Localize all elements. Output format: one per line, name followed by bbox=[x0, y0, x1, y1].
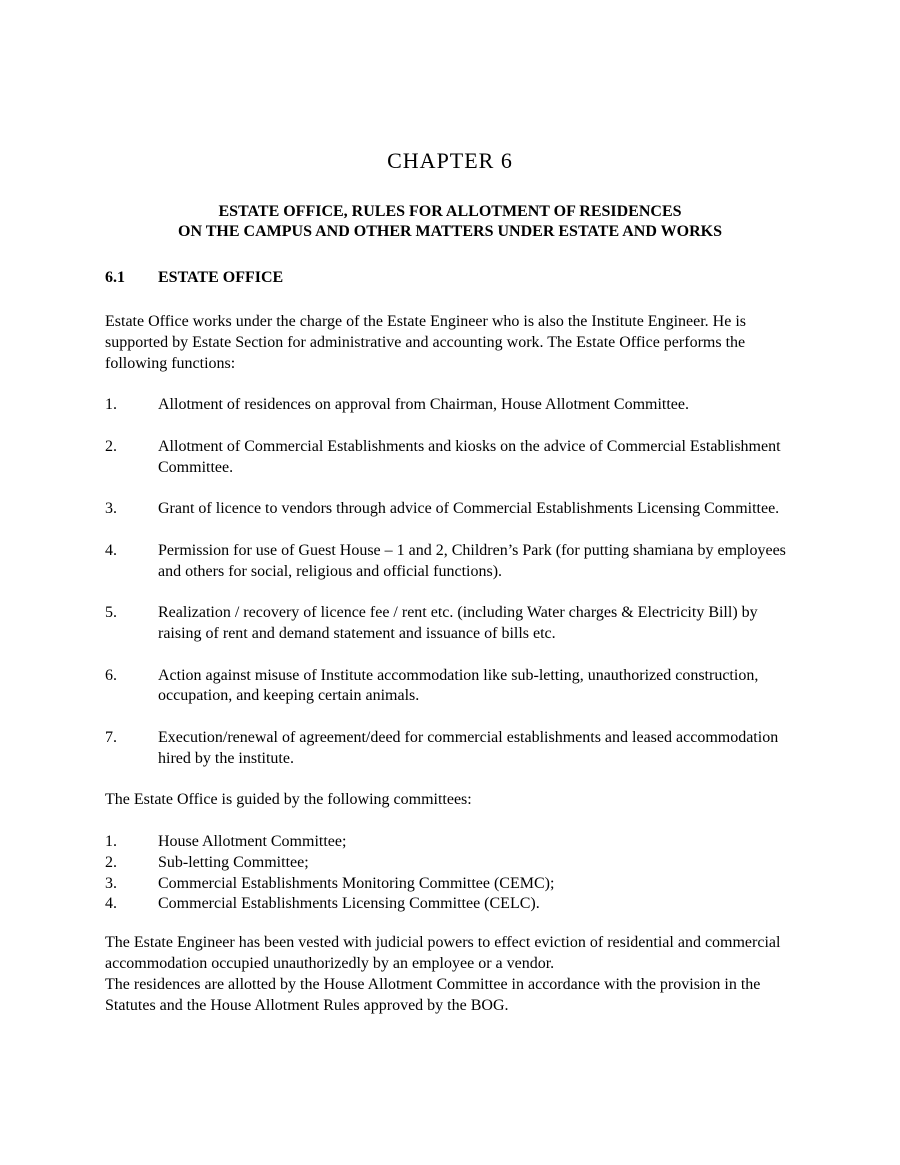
section-heading bbox=[105, 269, 795, 287]
list-item-text: Grant of licence to vendors through advice of Commercial Establishments Licensing Committee. bbox=[158, 500, 780, 518]
list-item-text: Allotment of Commercial Establishments and kiosks on the advice of Commercial Establishment Committee. bbox=[158, 437, 781, 476]
list-item-text: Sub-letting Committee; bbox=[158, 853, 309, 871]
list-item-number: 4. bbox=[105, 895, 117, 913]
list-item-text: Realization / recovery of licence fee / rent etc. (including Water charges & Electricity Bill) by raising of rent and demand statement and issuance of bills etc. bbox=[158, 604, 758, 642]
list-item-number: 4. bbox=[105, 541, 117, 559]
list-item bbox=[105, 728, 795, 770]
intro-paragraph: Estate Office works under the charge of the Estate Engineer who is also the Institute Engineer. He is supported by Estate Section for administrative and accounting work. The Estate Office performs the following functions: bbox=[105, 313, 746, 372]
list-item bbox=[105, 666, 795, 708]
list-item bbox=[105, 499, 795, 520]
list-item-text: Action against misuse of Institute accommodation like sub-letting, unauthorized construction, occupation, and keeping certain animals. bbox=[158, 666, 759, 705]
list-item-text: Execution/renewal of agreement/deed for commercial establishments and leased accommodation hired by the institute. bbox=[158, 728, 779, 767]
document-subtitle bbox=[105, 202, 795, 241]
closing-paragraph-1: The Estate Engineer has been vested with judicial powers to effect eviction of residential and commercial accommodation occupied unauthorizedly by an employee or a vendor. bbox=[105, 934, 781, 972]
list-item-number: 3. bbox=[105, 500, 117, 518]
list-item bbox=[105, 853, 795, 874]
committees-list bbox=[105, 832, 795, 915]
section-number: 6.1 bbox=[105, 269, 125, 286]
section-title: ESTATE OFFICE bbox=[158, 269, 284, 286]
list-item bbox=[105, 603, 795, 645]
list-item-text: House Allotment Committee; bbox=[158, 832, 347, 850]
list-item-number: 2. bbox=[105, 437, 117, 455]
list-item bbox=[105, 437, 795, 479]
list-item-number: 1. bbox=[105, 396, 117, 414]
list-item bbox=[105, 395, 795, 416]
list-item-number: 1. bbox=[105, 832, 117, 850]
list-item-text: Commercial Establishments Licensing Committee (CELC). bbox=[158, 895, 540, 913]
list-item-number: 7. bbox=[105, 728, 117, 746]
list-item-text: Allotment of residences on approval from Chairman, House Allotment Committee. bbox=[158, 396, 689, 414]
chapter-title: CHAPTER 6 bbox=[387, 148, 513, 173]
list-item bbox=[105, 894, 795, 915]
list-item-number: 2. bbox=[105, 853, 117, 871]
list-item-text: Commercial Establishments Monitoring Committee (CEMC); bbox=[158, 874, 555, 892]
list-item-number: 6. bbox=[105, 666, 117, 684]
list-item bbox=[105, 832, 795, 853]
closing-paragraph-2: The residences are allotted by the House Allotment Committee in accordance with the provision in the Statutes and the House Allotment Rules approved by the BOG. bbox=[105, 975, 761, 1014]
document-subtitle-line1: ESTATE OFFICE, RULES FOR ALLOTMENT OF RESIDENCES bbox=[218, 203, 682, 220]
list-item-text: Permission for use of Guest House – 1 and 2, Children’s Park (for putting shamiana by employees and others for social, religious and official functions). bbox=[158, 541, 786, 580]
committees-intro: The Estate Office is guided by the following committees: bbox=[105, 791, 472, 809]
functions-list bbox=[105, 395, 795, 769]
closing-paragraphs bbox=[105, 933, 795, 1016]
list-item-number: 3. bbox=[105, 874, 117, 892]
list-item bbox=[105, 874, 795, 895]
document-subtitle-line2: ON THE CAMPUS AND OTHER MATTERS UNDER ESTATE AND WORKS bbox=[178, 222, 722, 240]
list-item bbox=[105, 541, 795, 583]
list-item-number: 5. bbox=[105, 604, 117, 622]
